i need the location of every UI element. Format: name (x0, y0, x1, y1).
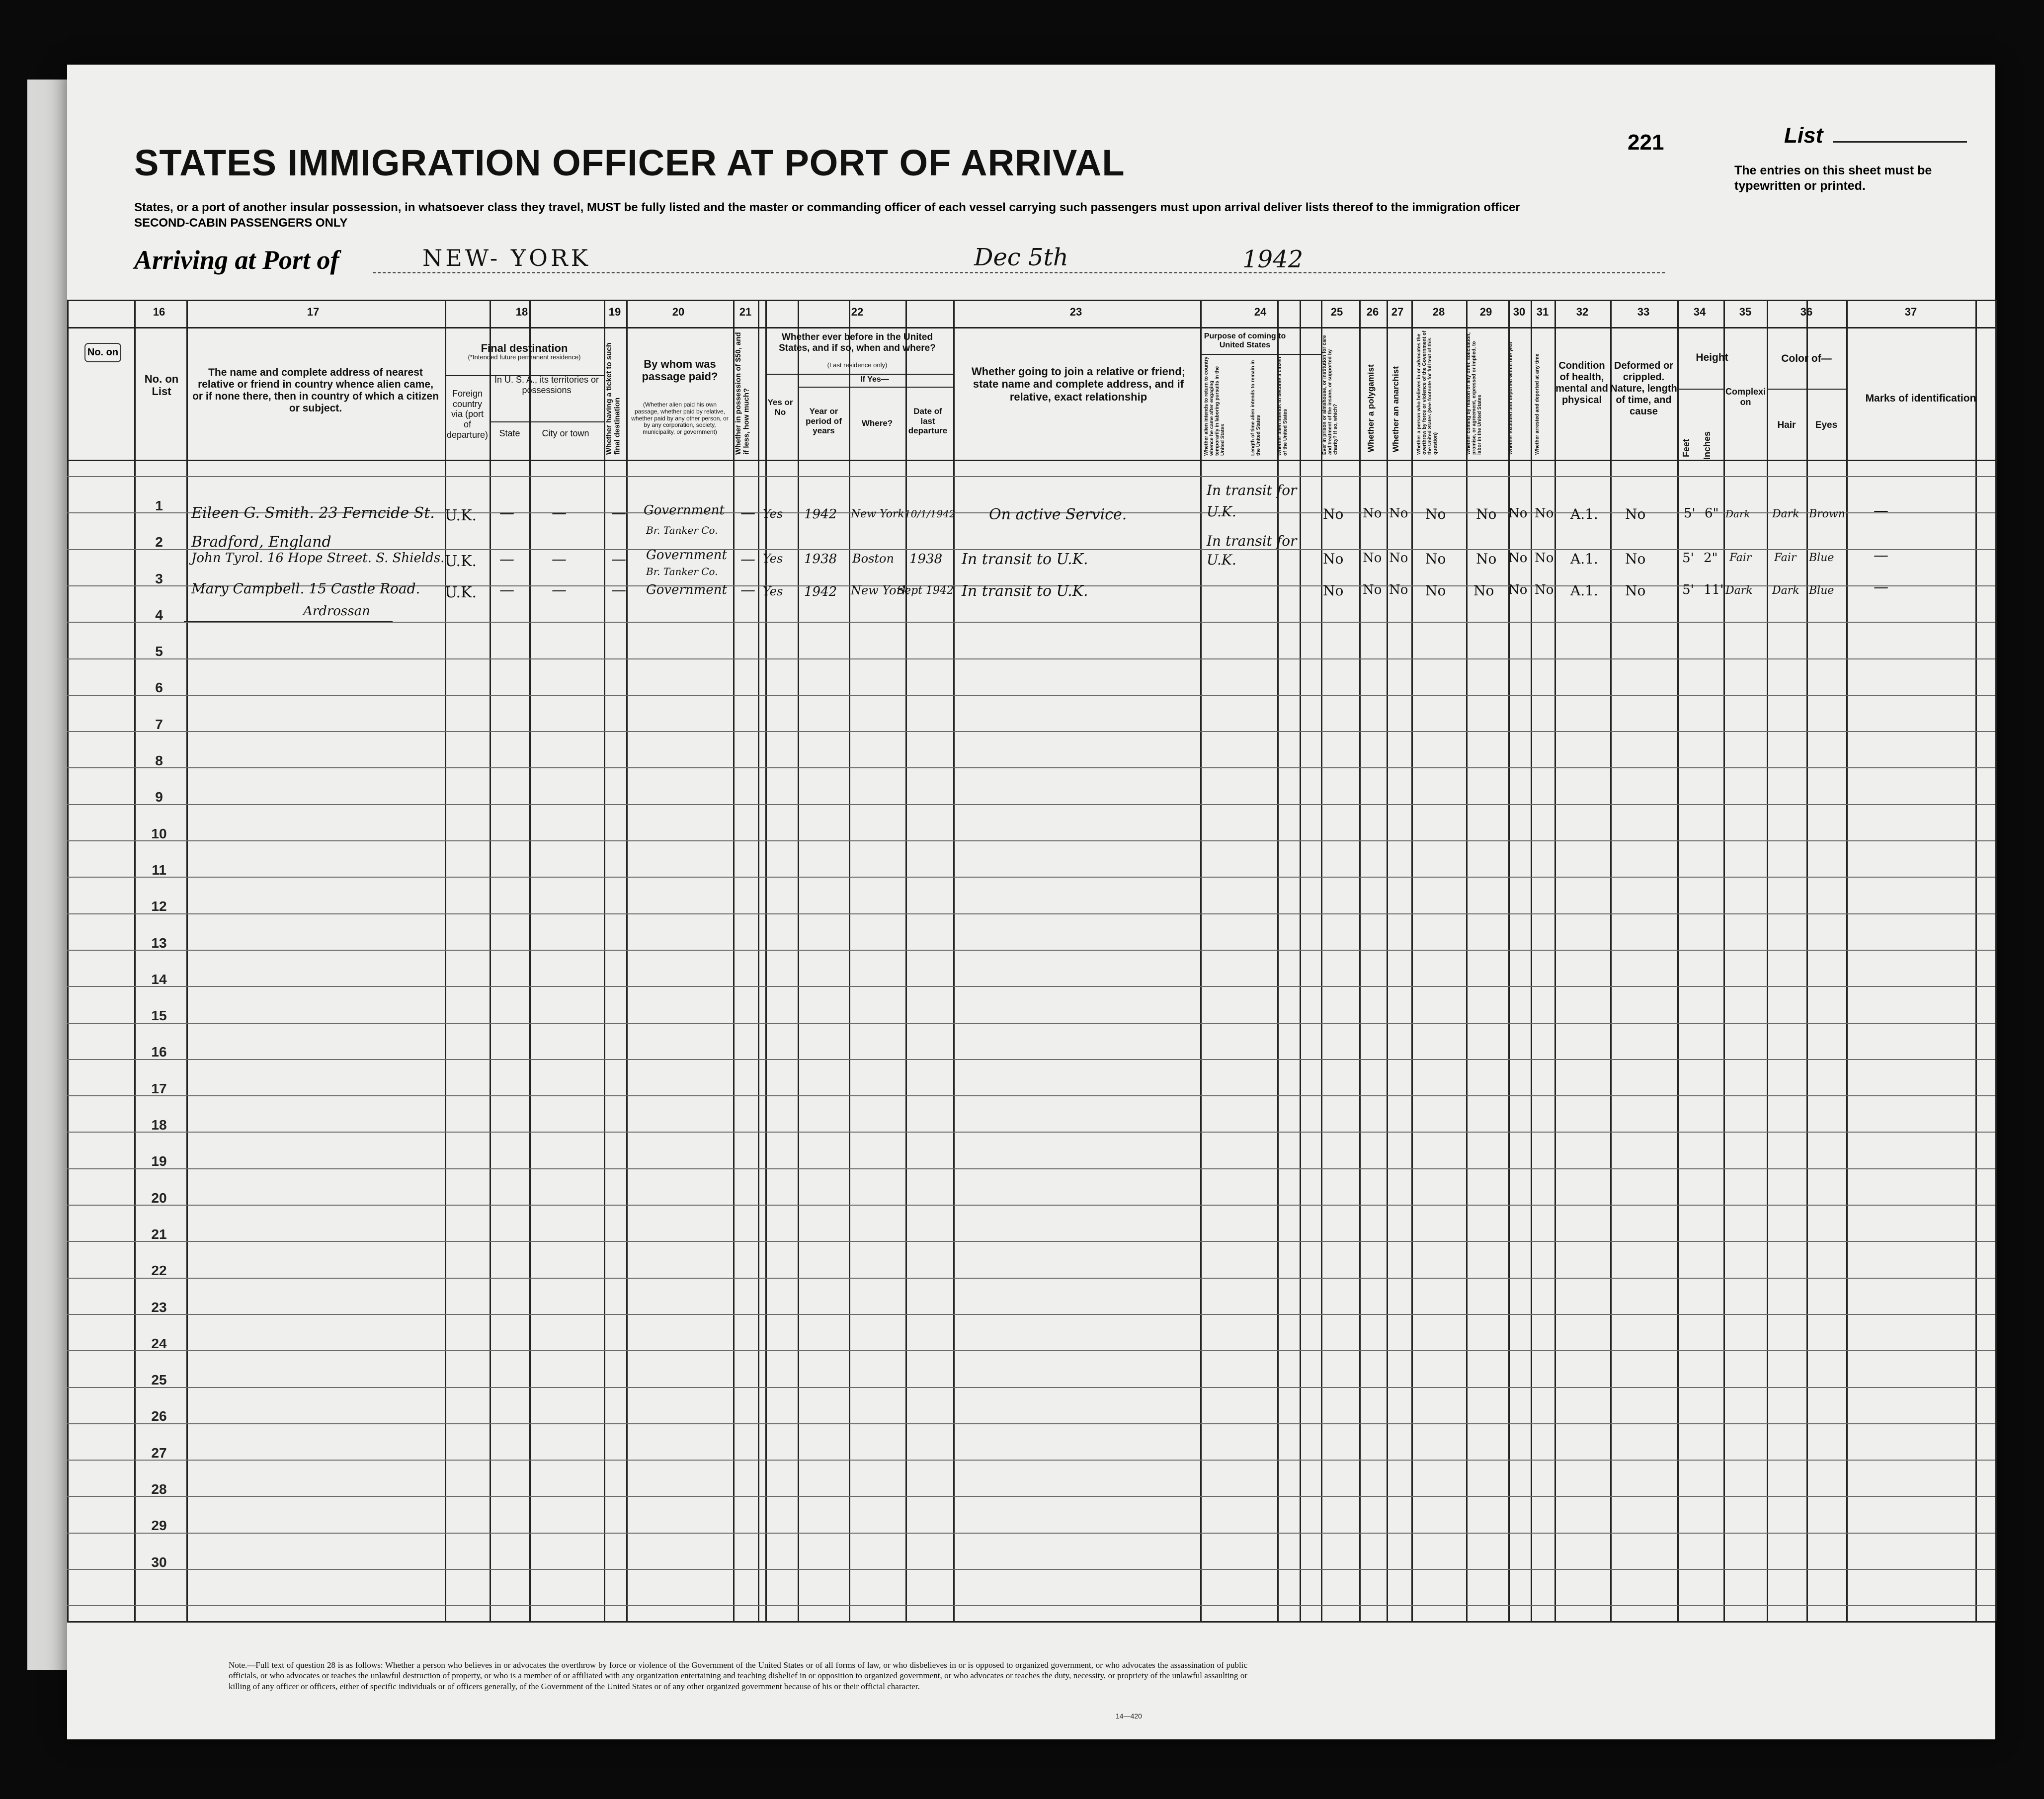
row3-where: New York (851, 583, 909, 597)
row2-paid: Government (646, 548, 727, 563)
column-number: 33 (1637, 306, 1650, 318)
row-number: 17 (151, 1081, 167, 1096)
row-rule (67, 877, 1995, 878)
row1-deformed: No (1625, 506, 1646, 522)
row-number: 19 (151, 1153, 167, 1169)
header-last-residence: (Last residence only) (827, 361, 888, 369)
header-arrested: Whether arrested and deported at any time (1535, 353, 1540, 455)
row-rule (67, 950, 1995, 951)
row1-foreign: U.K. (445, 507, 477, 524)
header-eyes: Eyes (1815, 420, 1838, 430)
column-number: 21 (739, 306, 752, 318)
port-value: NEW- YORK (422, 245, 591, 271)
header-city-town: City or town (542, 428, 589, 438)
row-rule (67, 1605, 1995, 1606)
arriving-label: Arriving at Port of (134, 245, 339, 275)
entries-note: The entries on this sheet must be typewritten or printed. (1734, 164, 1932, 193)
row-rule (67, 1278, 1995, 1279)
row-number: 8 (155, 753, 163, 768)
header-marks: Marks of identification (1865, 393, 1976, 404)
header-final-destination: Final destination (481, 342, 568, 354)
row3-city: — (552, 581, 567, 599)
row-rule (67, 1241, 1995, 1242)
row-rule (67, 731, 1995, 732)
row1-state: — (499, 504, 514, 522)
row3-anarchist: No (1389, 582, 1408, 597)
column-number: 32 (1576, 306, 1589, 318)
row1-departure: 10/1/1942 (904, 508, 956, 520)
header-excluded: Whether excluded and deported within one year (1508, 341, 1514, 455)
row-number: 11 (152, 862, 166, 878)
column-number: 28 (1432, 306, 1445, 318)
row2-deformed: No (1625, 551, 1646, 567)
row2-yes: Yes (763, 552, 783, 566)
row1-joining: On active Service. (989, 506, 1127, 523)
header-purpose: Purpose of coming to United States (1204, 332, 1286, 350)
row1-inches: 6" (1705, 506, 1719, 521)
row3-paid: Government (646, 582, 727, 597)
row2-marks: — (1874, 547, 1887, 564)
row3-complexion: Dark (1725, 584, 1753, 597)
row-rule (67, 1314, 1995, 1315)
subtitle-line2: SECOND-CABIN PASSENGERS ONLY (134, 216, 348, 230)
header-health: Condition of health, mental and physical (1555, 360, 1608, 406)
column-number-bar (67, 300, 1995, 301)
header-purpose-b: Length of time alien intends to remain in the United States (1250, 360, 1261, 456)
row2-where: Boston (852, 552, 894, 566)
row1-anarchist: No (1389, 506, 1408, 521)
row2-health: A.1. (1570, 551, 1598, 567)
header-overthrow: Whether a person who believes in or advocates the overthrow by force or violence of the Government of the United States (See footnote for full text of this question) (1416, 330, 1438, 455)
row3-money: — (740, 581, 755, 599)
row1-feet: 5' (1684, 506, 1696, 521)
row-rule (67, 695, 1995, 696)
row1-ticket: — (611, 504, 626, 522)
row2-relative: John Tyrol. 16 Hope Street. S. Shields. (191, 551, 445, 566)
header-height: Height (1696, 352, 1728, 363)
header-top-rule (67, 327, 1995, 328)
row-rule (67, 1095, 1995, 1096)
column-number: 29 (1479, 306, 1492, 318)
header-money: Whether in possession of $50, and if less, how much? (734, 332, 751, 455)
header-subrule (1767, 389, 1846, 390)
header-joining: Whether going to join a relative or friend; state name and complete address, and if relative, exact relationship (971, 365, 1186, 403)
subtitle-line1: States, or a port of another insular possession, in whatsoever class they travel, MUST be fully listed and the master or commanding officer of each vessel carrying such passengers must upon arrival deliver lists thereof to the immigration officer (134, 201, 1520, 214)
row-number: 15 (151, 1008, 167, 1023)
row3-departure: Sept 1942 (897, 584, 954, 597)
header-subrule (765, 374, 953, 375)
header-state: State (499, 428, 520, 438)
row2-paid-note: Br. Tanker Co. (646, 566, 718, 577)
row2-hair: Fair (1774, 552, 1797, 564)
footnote: Note.—Full text of question 28 is as follows: Whether a person who believes in or advocates the overthrow by force or violence of the Government of the United States or of all forms of law, or who disbelieves in or is opposed to organized government, or who advocates the assassination of public officials, or who advocates or teaches the unlawful destruction of property, or who is a member of or affiliated with any organization entertaining and teaching disbelief in or opposition to organized government, or who advocates or teaches the duty, necessity, or propriety of the unlawful assaulting or killing of any officer or officers, either of specific individuals or of officers generally, of the Government of the United States or of any other organized government because of his or their official character. (229, 1660, 1247, 1691)
row2-city: — (552, 551, 567, 568)
row-number: 29 (151, 1518, 167, 1533)
row-number: 13 (151, 935, 167, 951)
header-subrule (798, 387, 953, 388)
row2-state: — (499, 551, 514, 568)
row3-inches: 11" (1704, 582, 1726, 597)
row1-city: — (552, 504, 567, 522)
row2-joining: In transit to U.K. (962, 551, 1088, 568)
row-number: 6 (155, 680, 163, 695)
row3-offer: No (1473, 582, 1494, 599)
row-number: 28 (151, 1481, 167, 1497)
row-rule (67, 1023, 1995, 1024)
row3-arrested: No (1535, 582, 1554, 597)
row-number: 14 (151, 972, 167, 987)
header-anarchist: Whether an anarchist (1391, 366, 1400, 452)
column-number: 31 (1536, 306, 1549, 318)
row-number: 3 (155, 571, 163, 586)
row-number: 5 (155, 644, 163, 659)
row2-ticket: — (611, 551, 626, 568)
header-complexion: Complexion (1725, 387, 1766, 407)
row3-foreign: U.K. (445, 584, 477, 601)
row2-feet: 5' (1682, 551, 1694, 566)
column-number: 18 (515, 306, 528, 318)
header-year-period: Year or period of years (806, 407, 842, 436)
page-title: STATES IMMIGRATION OFFICER AT PORT OF ARRIVAL (134, 142, 1125, 183)
row3-eyes: Blue (1809, 584, 1834, 597)
header-ticket: Whether having a ticket to such final destination (605, 342, 622, 455)
header-purpose-a: Whether alien intends to return to country whence he came after engaging temporarily in laboring pursuits in the United States (1204, 356, 1226, 456)
header-prison: Ever in prison or almshouse, or institution for care and treatment of the insane, or supported by charity? If so, which? (1322, 335, 1338, 455)
row-rule (67, 767, 1995, 768)
row2-departure: 1938 (909, 552, 943, 567)
row2-foreign: U.K. (445, 553, 477, 570)
row-number: 2 (155, 534, 163, 550)
row1-eyes: Brown (1809, 508, 1845, 520)
header-yes-no: Yes or No (767, 398, 793, 417)
row3-joining: In transit to U.K. (962, 582, 1088, 600)
arriving-underline (373, 272, 1665, 273)
row-number: 24 (151, 1336, 167, 1351)
header-passage-paid-note: (Whether alien paid his own passage, whether paid by relative, whether paid by any other person, or by any corporation, society, municipality, or government) (631, 401, 729, 436)
row-rule (67, 1569, 1995, 1570)
row-rule (67, 1460, 1995, 1461)
year-value: 1942 (1242, 245, 1304, 273)
row-rule (67, 1423, 1995, 1424)
row3-marks: — (1874, 578, 1887, 596)
row3-year: 1942 (804, 584, 837, 599)
header-subrule (1677, 389, 1723, 390)
header-purpose-c: Whether alien intends to become a citizen of the United States (1277, 357, 1288, 456)
column-number: 37 (1904, 306, 1917, 318)
row-number: 12 (151, 899, 167, 914)
row-rule (67, 1132, 1995, 1133)
row1-hair: Dark (1772, 508, 1799, 520)
row-number: 10 (151, 826, 167, 841)
row-rule (67, 1496, 1995, 1497)
row3-ticket: — (611, 581, 626, 599)
header-in-usa: In U. S. A., its territories or possessions (494, 375, 599, 395)
row-number: 25 (151, 1372, 167, 1388)
header-where: Where? (861, 418, 893, 428)
row-rule (67, 549, 1995, 550)
header-ever-before: Whether ever before in the United States, and if so, when and where? (779, 332, 936, 353)
column-number: 19 (608, 306, 621, 318)
no-on-stub: No. on (84, 343, 121, 362)
column-number: 34 (1693, 306, 1706, 318)
column-number: 25 (1330, 306, 1343, 318)
header-bottom-rule (67, 460, 1995, 461)
row2-excluded: No (1508, 551, 1528, 566)
column-rule (1995, 300, 1997, 1621)
header-relative-address: The name and complete address of nearest relative or friend in country whence alien came, or if none there, then in country of which a citizen or subject. (192, 367, 439, 414)
row3-excluded: No (1508, 582, 1528, 597)
column-number: 36 (1800, 306, 1813, 318)
header-final-destination-note: (*Intended future permanent residence) (468, 353, 581, 361)
row-rule (67, 913, 1995, 914)
row-rule (67, 840, 1995, 841)
row3-health: A.1. (1570, 582, 1598, 599)
row3-hair: Dark (1772, 584, 1799, 597)
row3-state: — (499, 581, 514, 599)
column-number: 24 (1254, 306, 1267, 318)
column-number: 16 (153, 306, 165, 318)
column-number: 35 (1739, 306, 1752, 318)
row3-relative-cont: Ardrossan (303, 604, 370, 619)
row-number: 1 (155, 498, 163, 513)
row2-arrested: No (1535, 551, 1554, 566)
row-rule (67, 986, 1995, 987)
row-number: 23 (151, 1300, 167, 1315)
row2-polygamist: No (1363, 551, 1382, 566)
column-number: 30 (1513, 306, 1526, 318)
row3-yes: Yes (763, 584, 783, 598)
form-number: 14—420 (1116, 1712, 1142, 1720)
row1-health: A.1. (1570, 506, 1598, 522)
row1-money: — (740, 504, 755, 522)
column-number: 23 (1069, 306, 1082, 318)
row3-relative: Mary Campbell. 15 Castle Road. (191, 580, 420, 597)
row-rule (67, 1350, 1995, 1351)
row-rule (67, 1168, 1995, 1169)
row1-paid: Government (644, 503, 725, 518)
row-number: 30 (151, 1554, 167, 1570)
row2-money: — (740, 551, 755, 568)
row1-year: 1942 (804, 507, 837, 522)
header-employment: Whether coming by reason of any offer, solicitation, promise, or agreement, expressed or implied, to labor in the United States (1466, 332, 1482, 455)
header-color-of: Color of— (1781, 353, 1832, 364)
row2-offer: No (1476, 551, 1497, 567)
row1-relative: Eileen G. Smith. 23 Ferncide St. (191, 504, 435, 522)
table-bottom-rule (67, 1621, 1995, 1623)
list-label (1784, 123, 1967, 148)
header-inches: Inches (1702, 431, 1712, 460)
list-number: 221 (1628, 130, 1664, 155)
column-number: 22 (851, 306, 864, 318)
row1-where: New York (851, 508, 904, 520)
row-rule (67, 1059, 1995, 1060)
date-value: Dec 5th (974, 244, 1068, 271)
row2-prison: No (1323, 551, 1344, 567)
header-if-yes: If Yes— (860, 375, 889, 384)
row-number: 22 (151, 1263, 167, 1278)
list-label-text: List (1784, 123, 1823, 148)
column-number: 26 (1366, 306, 1379, 318)
row2-year: 1938 (804, 552, 837, 567)
row2-eyes: Blue (1809, 552, 1834, 564)
row-number: 18 (151, 1117, 167, 1133)
header-no-on-list: No. on List (144, 373, 179, 398)
row-rule (67, 1205, 1995, 1206)
header-passage-paid: By whom was passage paid? (642, 358, 718, 383)
row1-offer: No (1476, 506, 1497, 522)
column-number: 20 (672, 306, 685, 318)
row-number: 9 (155, 789, 163, 805)
row2-purpose: In transit for U.K. (1207, 533, 1297, 568)
header-subrule (490, 421, 604, 422)
row2-anarchist: No (1389, 551, 1408, 566)
row-rule (67, 1533, 1995, 1534)
row3-underline (184, 621, 393, 622)
row-rule (67, 658, 1995, 659)
row1-relative-cont: Bradford, England (191, 533, 331, 551)
row3-overthrow: No (1425, 582, 1446, 599)
row-number: 26 (151, 1408, 167, 1424)
row1-prison: No (1323, 506, 1344, 522)
header-foreign-country: Foreign country via (port of departure) (446, 389, 489, 440)
header-deformed: Deformed or crippled. Nature, length of time, and cause (1610, 360, 1677, 417)
row1-excluded: No (1508, 506, 1528, 521)
row-rule (67, 804, 1995, 805)
row3-polygamist: No (1363, 582, 1382, 597)
row-number: 7 (155, 717, 163, 732)
row1-polygamist: No (1363, 506, 1382, 521)
header-feet: Feet (1681, 438, 1691, 457)
row1-yes: Yes (763, 507, 783, 521)
row2-inches: 2" (1704, 551, 1718, 566)
row1-complexion: Dark (1725, 508, 1750, 520)
row1-marks: — (1874, 502, 1887, 519)
row2-overthrow: No (1425, 551, 1446, 567)
row3-deformed: No (1625, 582, 1646, 599)
row-rule (67, 1387, 1995, 1388)
row1-paid-note: Br. Tanker Co. (646, 524, 718, 536)
row-number: 20 (151, 1190, 167, 1206)
row3-prison: No (1323, 582, 1344, 599)
header-polygamist: Whether a polygamist (1366, 364, 1376, 452)
row-number: 21 (151, 1227, 167, 1242)
header-last-departure: Date of last departure (908, 407, 948, 436)
row1-purpose: In transit for U.K. (1207, 482, 1297, 520)
column-number: 17 (307, 306, 320, 318)
row1-arrested: No (1535, 506, 1554, 521)
row-rule (67, 476, 1995, 477)
row3-feet: 5' (1682, 582, 1694, 597)
row1-overthrow: No (1425, 506, 1446, 522)
list-blank-line (1833, 141, 1967, 143)
row-number: 27 (151, 1445, 167, 1461)
column-number: 27 (1391, 306, 1404, 318)
row-number: 16 (151, 1044, 167, 1060)
row2-complexion: Fair (1729, 552, 1752, 564)
header-hair: Hair (1777, 420, 1796, 430)
row-number: 4 (155, 607, 163, 623)
